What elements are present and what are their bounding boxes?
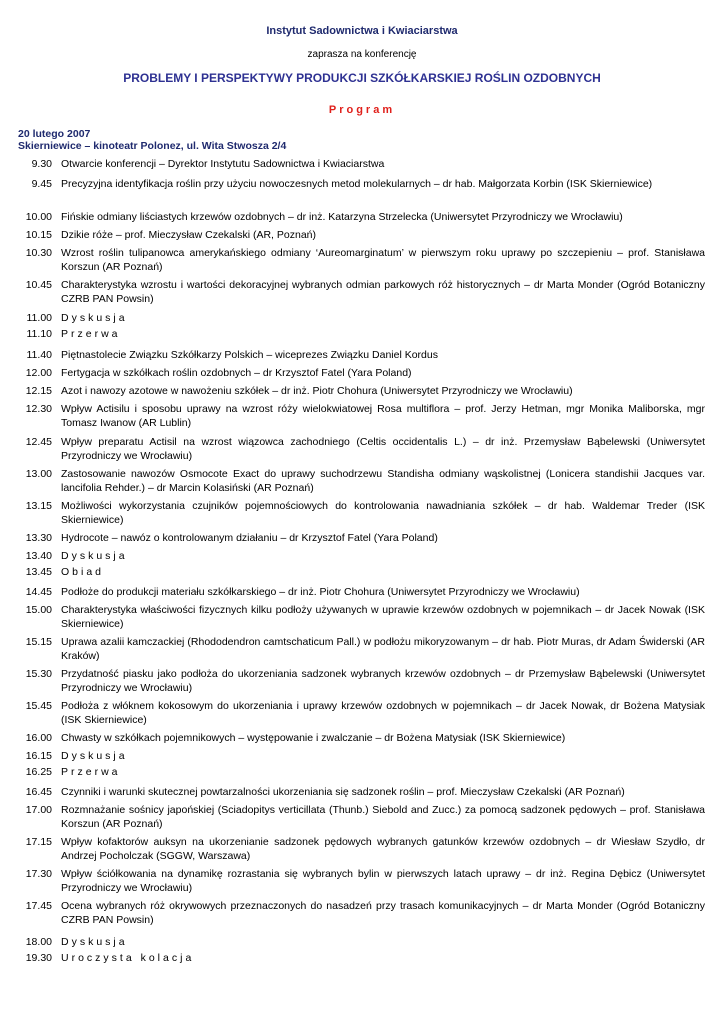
item-text: Precyzyjna identyfikacja roślin przy użyciu nowoczesnych metod molekularnych – dr hab. Małgorzata Korbin (ISK Skierniewice) (61, 178, 653, 190)
item-time: 17.45 (25, 900, 52, 912)
item-time: 19.30 (25, 952, 52, 964)
item-time: 10.30 (25, 247, 52, 259)
item-time: 15.15 (25, 636, 52, 648)
item-text: Dyskusja (61, 936, 128, 948)
event-venue: Skierniewice – kinoteatr Polonez, ul. Wita Stwosza 2/4 (18, 140, 287, 152)
item-text: Przydatność piasku jako podłoża do ukorzeniania sadzonek wybranych krzewów ozdobnych – dr Przemysław Bąbelewski (Uniwersytet Przyrodniczy we Wrocławiu) (61, 668, 705, 694)
item-time: 9.45 (31, 178, 52, 190)
item-time: 13.30 (25, 532, 52, 544)
item-time: 9.30 (31, 158, 52, 170)
item-text: Dyskusja (61, 550, 128, 562)
item-text: Podłoże do produkcji materiału szkółkarskiego – dr inż. Piotr Chohura (Uniwersytet Przyrodniczy we Wrocławiu) (61, 586, 580, 598)
item-time: 13.00 (25, 468, 52, 480)
item-time: 16.00 (25, 732, 52, 744)
item-text: Charakterystyka właściwości fizycznych kilku podłoży używanych w uprawie krzewów ozdobnych w pojemnikach – dr Jacek Nowak (ISK Skierniewice) (61, 604, 705, 630)
item-text: Przerwa (61, 766, 121, 778)
item-text: Dzikie róże – prof. Mieczysław Czekalski (AR, Poznań) (61, 229, 316, 241)
invite-line: zaprasza na konferencję (307, 49, 417, 60)
item-time: 13.45 (25, 566, 52, 578)
item-text: Rozmnażanie sośnicy japońskiej (Sciadopitys verticillata (Thunb.) Siebold and Zucc.) za pomocą sadzonek pędowych – prof. Stanisława Korszun (AR Poznań) (61, 804, 705, 830)
item-time: 10.00 (25, 211, 52, 223)
item-text: Uroczysta kolacja (61, 952, 195, 964)
item-time: 16.25 (25, 766, 52, 778)
item-text: Przerwa (61, 328, 121, 340)
conference-title: PROBLEMY I PERSPEKTYWY PRODUKCJI SZKÓŁKARSKIEJ ROŚLIN OZDOBNYCH (123, 71, 601, 85)
item-text: Wpływ Actisilu i sposobu uprawy na wzrost róży wielokwiatowej Rosa multiflora – prof. Jerzy Hetman, mgr Monika Maliborska, mgr Tomasz Iwanow (AR Lublin) (61, 403, 705, 429)
item-time: 16.45 (25, 786, 52, 798)
event-date: 20 lutego 2007 (18, 128, 91, 140)
item-text: Piętnastolecie Związku Szkółkarzy Polskich – wiceprezes Związku Daniel Kordus (61, 349, 438, 361)
item-time: 17.15 (25, 836, 52, 848)
item-time: 12.30 (25, 403, 52, 415)
item-time: 13.15 (25, 500, 52, 512)
item-text: Chwasty w szkółkach pojemnikowych – występowanie i zwalczanie – dr Bożena Matysiak (ISK Skierniewice) (61, 732, 566, 744)
item-time: 15.30 (25, 668, 52, 680)
item-time: 11.10 (26, 328, 52, 340)
item-time: 12.00 (25, 367, 52, 379)
item-time: 15.00 (25, 604, 52, 616)
item-time: 14.45 (25, 586, 52, 598)
item-text: Obiad (61, 566, 105, 578)
item-time: 10.45 (25, 279, 52, 291)
item-time: 18.00 (25, 936, 52, 948)
item-text: Fińskie odmiany liściastych krzewów ozdobnych – dr inż. Katarzyna Strzelecka (Uniwersytet Przyrodniczy we Wrocławiu) (61, 211, 623, 223)
item-time: 12.45 (25, 436, 52, 448)
item-text: Charakterystyka wzrostu i wartości dekoracyjnej wybranych odmian parkowych róż historycznych – dr Marta Monder (Ogród Botaniczny CZRB PAN Powsin) (61, 279, 705, 305)
item-text: Wzrost roślin tulipanowca amerykańskiego odmiany ‘Aureomarginatum’ w pierwszym roku uprawy po szczepieniu – prof. Stanisława Korszun (AR Poznań) (61, 247, 705, 273)
item-text: Otwarcie konferencji – Dyrektor Instytutu Sadownictwa i Kwiaciarstwa (61, 158, 385, 170)
item-text: Wpływ preparatu Actisil na wzrost wiązowca zachodniego (Celtis occidentalis L.) – dr inż. Przemysław Bąbelewski (Uniwersytet Przyrodniczy we Wrocławiu) (61, 436, 705, 462)
program-heading: Program (328, 104, 396, 116)
item-time: 13.40 (25, 550, 52, 562)
item-text: Dyskusja (61, 312, 128, 324)
item-text: Dyskusja (61, 750, 128, 762)
item-time: 17.00 (25, 804, 52, 816)
item-time: 12.15 (25, 385, 52, 397)
item-time: 10.15 (25, 229, 52, 241)
item-time: 11.00 (26, 312, 52, 324)
item-time: 11.40 (26, 349, 52, 361)
item-text: Podłoża z włóknem kokosowym do ukorzeniania i uprawy krzewów ozdobnych w pojemnikach – dr Jacek Nowak, dr Bożena Matysiak (ISK Skierniewice) (61, 700, 705, 726)
item-text: Zastosowanie nawozów Osmocote Exact do uprawy suchodrzewu Standisha odmiany wąskolistnej (Lonicera standishii Jacques var. lancifolia Rehder.) – dr Marcin Kolasiński (AR Poznań) (61, 468, 705, 494)
item-text: Hydrocote – nawóz o kontrolowanym działaniu – dr Krzysztof Fatel (Yara Poland) (61, 532, 438, 544)
item-text: Ocena wybranych róż okrywowych przeznaczonych do nasadzeń przy trasach komunikacyjnych – dr Marta Monder (Ogród Botaniczny CZRB PAN Powsin) (61, 900, 705, 926)
item-text: Możliwości wykorzystania czujników pojemnościowych do kontrolowania nawadniania szkółek – dr hab. Waldemar Treder (ISK Skierniewice) (61, 500, 705, 526)
item-time: 17.30 (25, 868, 52, 880)
institute-name: Instytut Sadownictwa i Kwiaciarstwa (266, 25, 458, 37)
item-time: 15.45 (25, 700, 52, 712)
date-venue (18, 128, 286, 152)
item-text: Fertygacja w szkółkach roślin ozdobnych – dr Krzysztof Fatel (Yara Poland) (61, 367, 412, 379)
item-text: Azot i nawozy azotowe w nawożeniu szkółek – dr inż. Piotr Chohura (Uniwersytet Przyrodniczy we Wrocławiu) (61, 385, 573, 397)
item-time: 16.15 (25, 750, 52, 762)
item-text: Uprawa azalii kamczackiej (Rhododendron camtschaticum Pall.) w podłożu mikoryzowanym – dr hab. Piotr Muras, dr Adam Świderski (AR Kraków) (61, 636, 705, 662)
item-text: Wpływ ściółkowania na dynamikę rozrastania się wybranych bylin w pierwszych latach uprawy – dr inż. Regina Dębicz (Uniwersytet Przyrodniczy we Wrocławiu) (61, 868, 705, 894)
item-text: Wpływ kofaktorów auksyn na ukorzenianie sadzonek pędowych wybranych gatunków krzewów ozdobnych – dr Wiesław Szydło, dr Andrzej Pocholczak (SGGW, Warszawa) (61, 836, 705, 862)
item-text: Czynniki i warunki skutecznej powtarzalności ukorzeniania się sadzonek roślin – prof. Mieczysław Czekalski (AR Poznań) (61, 786, 625, 798)
